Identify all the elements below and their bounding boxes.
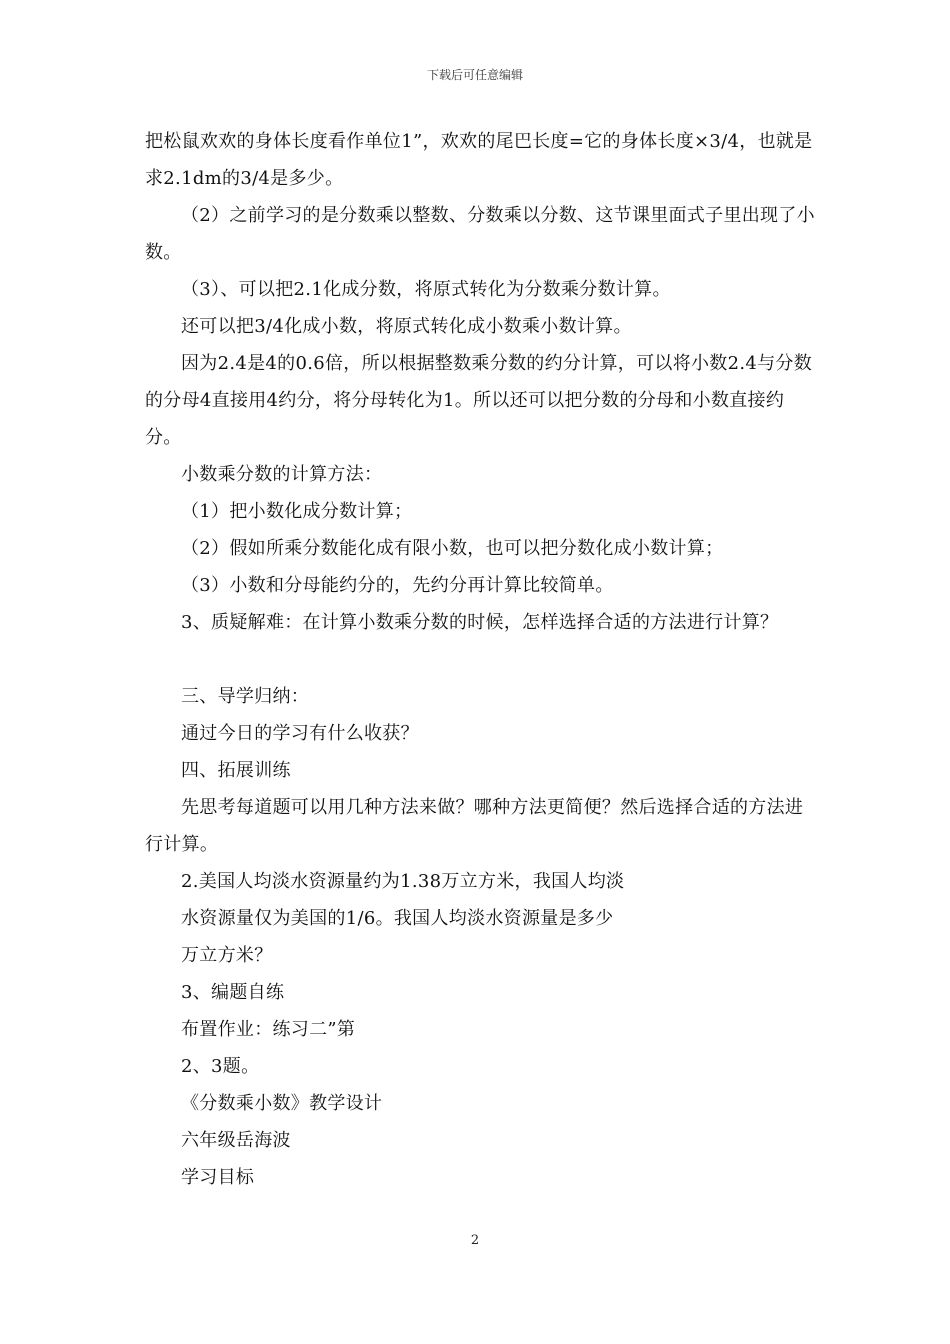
paragraph: 通过今日的学习有什么收获？ — [181, 723, 419, 744]
paragraph: 因为2.4是4的0.6倍，所以根据整数乘分数的约分计算，可以将小数2.4与分数的分母4直接用4约分，将分母转化为1。所以还可以把分数的分母和小数直接约分。 — [145, 353, 813, 448]
paragraph: 水资源量仅为美国的1/6。我国人均淡水资源量是多少 — [181, 908, 614, 929]
paragraph: 六年级岳海波 — [181, 1130, 291, 1151]
paragraph: （1）把小数化成分数计算； — [181, 501, 413, 522]
paragraph: 万立方米？ — [181, 945, 273, 966]
paragraph: 布置作业：练习二”第 — [181, 1019, 356, 1040]
blank-line — [145, 641, 815, 678]
paragraph: 把松鼠欢欢的身体长度看作单位1”，欢欢的尾巴长度=它的身体长度×3/4，也就是求2.1dm的3/4是多少。 — [145, 131, 813, 189]
paragraph: 3、编题自练 — [181, 982, 285, 1003]
paragraph: 3、质疑解难：在计算小数乘分数的时候，怎样选择合适的方法进行计算？ — [181, 612, 779, 633]
paragraph: 四、拓展训练 — [181, 760, 291, 781]
paragraph: 先思考每道题可以用几种方法来做？哪种方法更简便？然后选择合适的方法进行计算。 — [145, 797, 804, 855]
paragraph: 学习目标 — [181, 1167, 255, 1188]
paragraph: （3）小数和分母能约分的，先约分再计算比较简单。 — [181, 575, 614, 596]
paragraph: 2.美国人均淡水资源量约为1.38万立方米，我国人均淡 — [181, 871, 625, 892]
paragraph: 小数乘分数的计算方法： — [181, 464, 383, 485]
page-header: 下载后可任意编辑 — [426, 68, 523, 82]
document-body — [145, 123, 815, 1196]
paragraph: （2）假如所乘分数能化成有限小数，也可以把分数化成小数计算； — [181, 538, 724, 559]
paragraph: （2）之前学习的是分数乘以整数、分数乘以分数、这节课里面式子里出现了小数。 — [145, 205, 815, 263]
paragraph: （3）、可以把2.1化成分数，将原式转化为分数乘分数计算。 — [181, 279, 671, 300]
page-number: 2 — [470, 1233, 480, 1248]
paragraph: 2、3题。 — [181, 1056, 260, 1077]
paragraph: 三、导学归纳： — [181, 686, 310, 707]
paragraph: 还可以把3/4化成小数，将原式转化成小数乘小数计算。 — [181, 316, 632, 337]
paragraph: 《分数乘小数》教学设计 — [181, 1093, 383, 1114]
